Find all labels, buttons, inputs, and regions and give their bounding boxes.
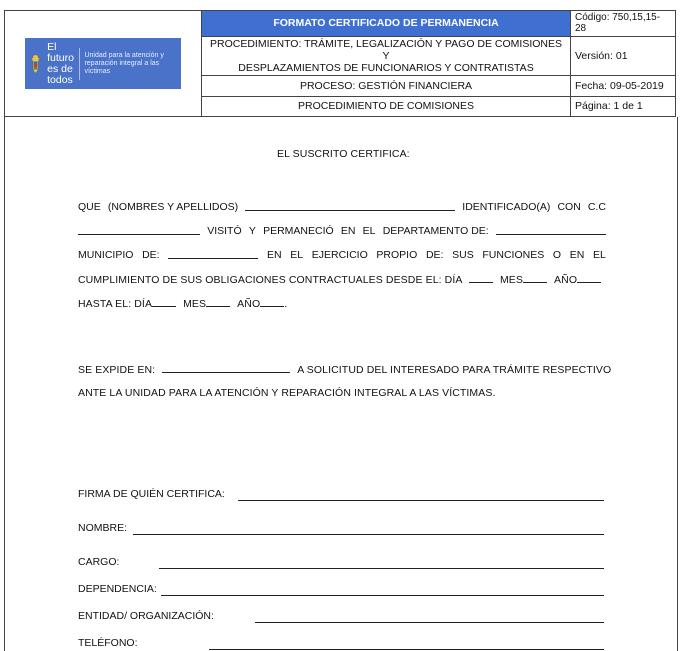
word-sus: SUS (452, 249, 474, 261)
from-month-blank[interactable] (523, 273, 547, 283)
word-identificado: IDENTIFICADO(A) (462, 201, 551, 213)
word-departamento-de: DEPARTAMENTO DE: (382, 225, 489, 237)
p2-line-1 (78, 363, 611, 376)
procedure-line-2: DESPLAZAMIENTOS DE FUNCIONARIOS Y CONTRATISTAS (238, 61, 534, 74)
word-de: DE: (142, 249, 160, 261)
word-en: EN (340, 225, 356, 237)
name-blank[interactable] (245, 201, 455, 211)
logo-sub-text: Unidad para la atención y reparación integral a las víctimas (84, 51, 164, 75)
word-ejercicio: EJERCICIO (311, 249, 368, 261)
word-el: EL (362, 225, 376, 237)
word-cc: C.C (587, 201, 606, 213)
p1-line-1 (78, 201, 606, 213)
to-month-blank[interactable] (206, 297, 230, 307)
to-year-blank[interactable] (260, 297, 284, 307)
telefono-line[interactable] (209, 648, 604, 650)
document-date: Fecha: 09-05-2019 (571, 76, 676, 96)
document-code: Código: 750,15,15-28 (571, 11, 676, 37)
end-period: . (284, 298, 288, 310)
firma-line[interactable] (238, 499, 604, 501)
word-permanecio: PERMANECIÓ (263, 225, 334, 237)
p1-line-5 (78, 297, 287, 310)
procedure-cell (202, 36, 571, 76)
document-version: Versión: 01 (571, 36, 676, 76)
entidad-label: ENTIDAD/ ORGANIZACIÓN: (78, 610, 214, 622)
procedure-name-cell: PROCEDIMIENTO DE COMISIONES (202, 96, 571, 116)
document-title: FORMATO CERTIFICADO DE PERMANENCIA (202, 11, 571, 37)
hasta-dia: HASTA EL: DÍA (78, 298, 153, 310)
id-number-blank[interactable] (78, 225, 200, 235)
logo-banner (25, 38, 181, 89)
header-table (4, 10, 676, 117)
dependencia-line[interactable] (161, 594, 604, 596)
logo-main-text: El futuro es de todos (47, 40, 74, 86)
word-propio: PROPIO (376, 249, 418, 261)
from-day-blank[interactable] (469, 273, 493, 283)
word-visito: VISITÓ (207, 225, 242, 237)
telefono-label: TELÉFONO: (78, 637, 138, 649)
p1-line-2 (78, 225, 606, 237)
word-mes-2: MES (183, 298, 207, 310)
word-de-2: DE: (425, 249, 444, 261)
obligations-text: CUMPLIMIENTO DE SUS OBLIGACIONES CONTRACTUALES DESDE EL: DÍA (78, 274, 462, 286)
p2-line-1-rest: A SOLICITUD DEL INTERESADO PARA TRÁMITE RESPECTIVO (297, 364, 612, 376)
logo (9, 38, 197, 89)
firma-label: FIRMA DE QUIÉN CERTIFICA: (78, 488, 225, 500)
word-municipio: MUNICIPIO (78, 249, 134, 261)
cargo-line[interactable] (159, 567, 604, 569)
certificate-heading: EL SUSCRITO CERTIFICA: (277, 148, 410, 160)
word-en-2: EN (266, 249, 282, 261)
process-cell: PROCESO: GESTIÓN FINANCIERA (202, 76, 571, 96)
certificate-body (4, 117, 678, 651)
department-blank[interactable] (496, 225, 606, 235)
coat-of-arms-icon (29, 44, 42, 84)
municipality-blank[interactable] (168, 249, 258, 259)
word-ano-2: AÑO (237, 298, 261, 310)
cargo-label: CARGO: (78, 556, 120, 568)
procedure-line-1: PROCEDIMIENTO: TRÁMITE, LEGALIZACIÓN Y PAGO DE COMISIONES Y (209, 37, 562, 62)
word-en-3: EN (569, 249, 585, 261)
se-expide-label: SE EXPIDE EN: (78, 364, 156, 376)
dependencia-label: DEPENDENCIA: (78, 583, 157, 595)
word-el-2: EL (290, 249, 304, 261)
word-o: O (552, 249, 562, 261)
p1-line-3 (78, 249, 606, 261)
word-mes: MES (499, 274, 524, 286)
page-number: Página: 1 de 1 (571, 96, 676, 116)
p1-line-4 (78, 273, 601, 286)
to-day-blank[interactable] (152, 297, 176, 307)
word-ano: AÑO (554, 274, 578, 286)
nombre-line[interactable] (133, 533, 604, 535)
p2-line-2: ANTE LA UNIDAD PARA LA ATENCIÓN Y REPARACIÓN INTEGRAL A LAS VÍCTIMAS. (78, 387, 496, 399)
word-que: QUE (78, 201, 101, 213)
word-nombres: (NOMBRES Y APELLIDOS) (107, 201, 239, 213)
logo-cell (5, 11, 202, 117)
word-el-3: EL (593, 249, 606, 261)
word-y: Y (248, 225, 256, 237)
logo-divider (79, 48, 80, 80)
word-con: CON (557, 201, 581, 213)
nombre-label: NOMBRE: (78, 522, 128, 534)
from-year-blank[interactable] (577, 273, 601, 283)
word-funciones: FUNCIONES (482, 249, 545, 261)
entidad-line[interactable] (255, 621, 604, 623)
issued-in-blank[interactable] (162, 363, 290, 373)
